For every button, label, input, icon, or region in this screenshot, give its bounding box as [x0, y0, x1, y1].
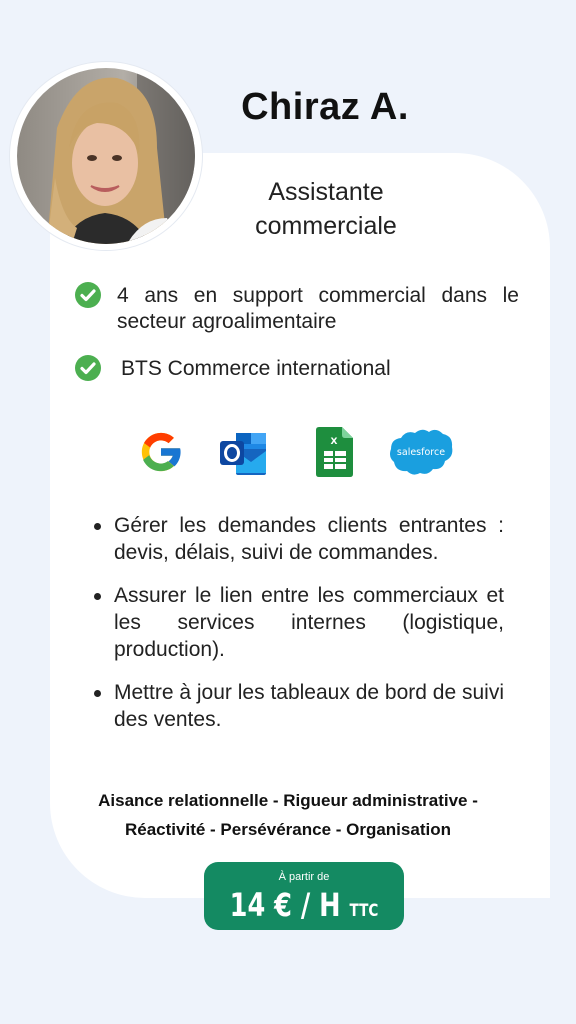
check-circle-icon — [75, 355, 101, 381]
soft-skills — [60, 786, 516, 844]
price-amount: 14 € / H — [229, 886, 341, 924]
google-sheets-icon — [316, 427, 354, 482]
candidate-name: Chiraz A. — [241, 86, 409, 128]
list-item: Mettre à jour les tableaux de bord de suivi des ventes. — [92, 679, 504, 733]
qualification-experience: 4 ans en support commercial dans le secteur agroalimentaire — [117, 284, 519, 333]
price-value — [224, 886, 384, 924]
price-from-label: À partir de — [278, 871, 330, 883]
avatar — [17, 68, 195, 244]
check-circle-icon — [75, 282, 101, 308]
price-badge — [204, 862, 404, 930]
list-item: Assurer le lien entre les commerciaux et les services internes (logistique, production). — [92, 582, 504, 663]
svg-text:salesforce: salesforce — [396, 447, 446, 458]
price-suffix: TTC — [349, 901, 379, 921]
svg-text:X: X — [330, 437, 338, 447]
google-icon — [136, 427, 186, 482]
soft-skills-line-1: Aisance relationnelle - Rigueur administrative - — [98, 791, 478, 810]
candidate-role: Assistante commerciale — [255, 178, 397, 240]
soft-skills-line-2: Réactivité - Persévérance - Organisation — [125, 820, 451, 839]
qualification-diploma: BTS Commerce international — [121, 357, 391, 380]
tasks-list — [92, 512, 504, 749]
outlook-icon — [218, 429, 268, 482]
tools-row — [0, 425, 576, 479]
list-item: Gérer les demandes clients entrantes : devis, délais, suivi de commandes. — [92, 512, 504, 566]
salesforce-icon — [388, 427, 454, 482]
